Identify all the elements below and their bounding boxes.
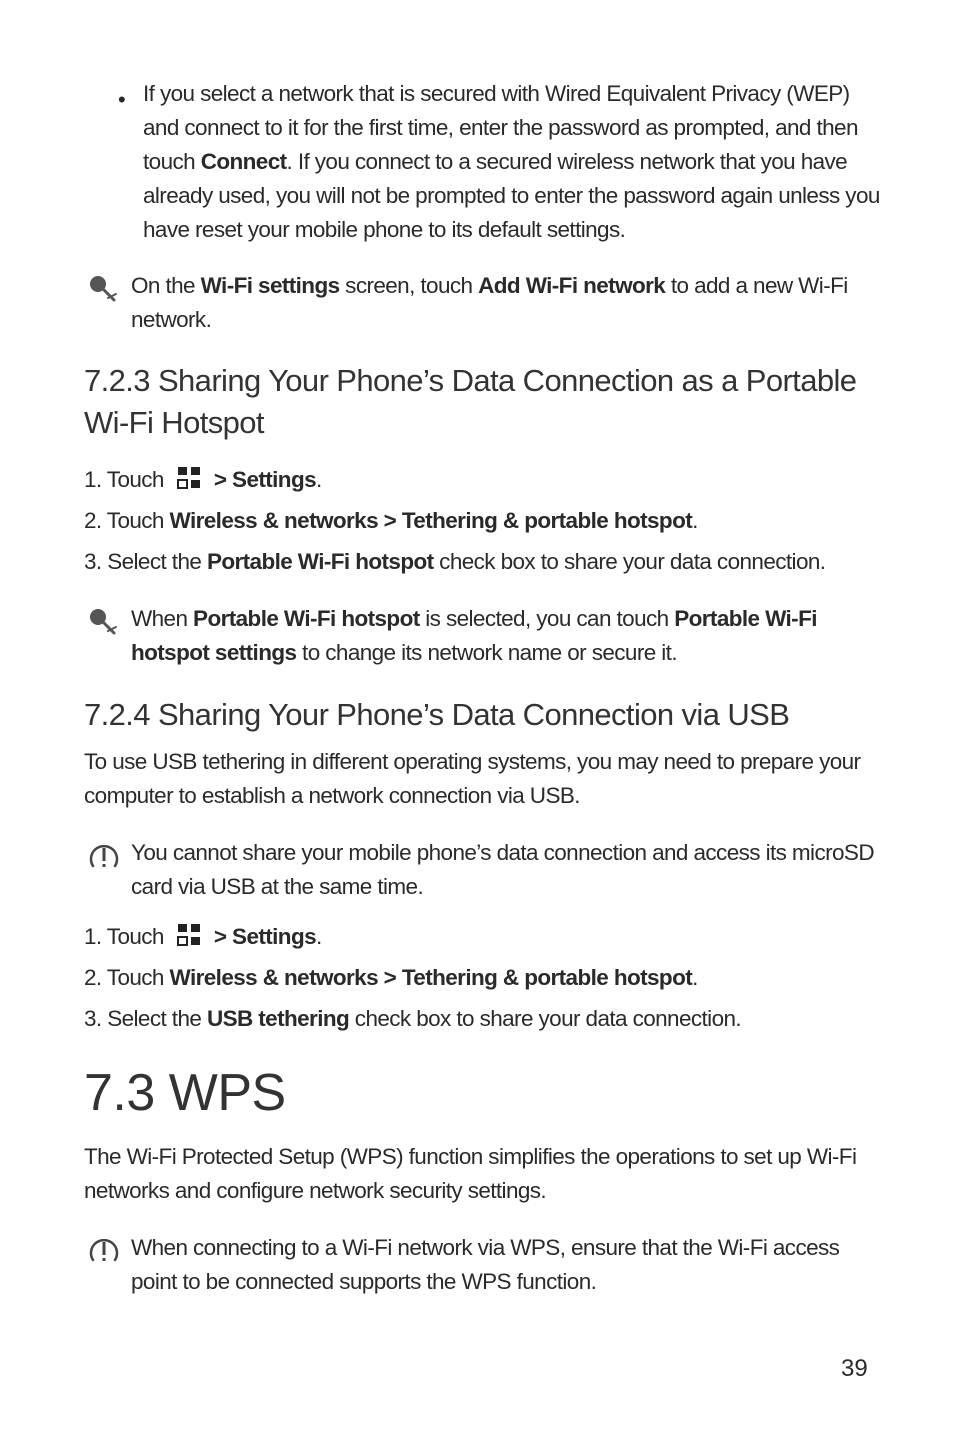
tip-pin-icon [86, 272, 122, 308]
step-item: 2. Touch Wireless & networks > Tethering & portable hotspot. [84, 965, 698, 990]
bullet-dot: • [118, 87, 126, 112]
tip-hotspot-settings: When Portable Wi-Fi hotspot is selected, you can touch Portable Wi-Fi hotspot settings to change its network name or secure it. [131, 606, 817, 665]
step-item: 3. Select the Portable Wi-Fi hotspot check box to share your data connection. [84, 549, 826, 574]
warning-wps: When connecting to a Wi-Fi network via WPS, ensure that the Wi-Fi access point to be connected supports the WPS function. [131, 1235, 840, 1294]
apps-grid-icon [176, 466, 204, 490]
tip-pin-icon [86, 605, 122, 641]
bullet-paragraph [143, 77, 903, 247]
wps-paragraph: The Wi-Fi Protected Setup (WPS) function simplifies the operations to set up Wi-Fi networks and configure network security settings. [84, 1144, 857, 1203]
warning-usb-sd: You cannot share your mobile phone’s data connection and access its microSD card via USB at the same time. [131, 840, 874, 899]
steps-usb [84, 920, 904, 1036]
step-item: 1. Touch > Settings. [84, 467, 322, 492]
bullet-line: have reset your mobile phone to its default settings. [143, 217, 626, 242]
tip-wifi-settings: On the Wi-Fi settings screen, touch Add Wi-Fi network to add a new Wi-Fi network. [131, 273, 848, 332]
bullet-line: touch Connect. If you connect to a secured wireless network that you have [143, 149, 848, 174]
warning-icon [86, 1234, 122, 1270]
step-item: 3. Select the USB tethering check box to share your data connection. [84, 1006, 742, 1031]
step-item: 2. Touch Wireless & networks > Tethering & portable hotspot. [84, 508, 698, 533]
warning-icon [86, 840, 122, 876]
usb-intro-paragraph: To use USB tethering in different operating systems, you may need to prepare your computer to establish a network connection via USB. [84, 749, 861, 808]
connect-term: Connect [200, 149, 287, 174]
section-heading-7-2-4: 7.2.4 Sharing Your Phone’s Data Connection via USB [84, 697, 790, 732]
section-heading-7-3: 7.3 WPS [84, 1064, 286, 1122]
bullet-line: and connect to it for the first time, enter the password as prompted, and then [143, 115, 858, 140]
step-item: 1. Touch > Settings. [84, 924, 322, 949]
bullet-line: already used, you will not be prompted to enter the password again unless you [143, 183, 880, 208]
bullet-line: If you select a network that is secured with Wired Equivalent Privacy (WEP) [143, 81, 850, 106]
page-number: 39 [841, 1355, 868, 1382]
section-heading-7-2-3: 7.2.3 Sharing Your Phone’s Data Connection as a Portable Wi-Fi Hotspot [84, 363, 857, 440]
apps-grid-icon [176, 923, 204, 947]
steps-hotspot [84, 463, 904, 579]
